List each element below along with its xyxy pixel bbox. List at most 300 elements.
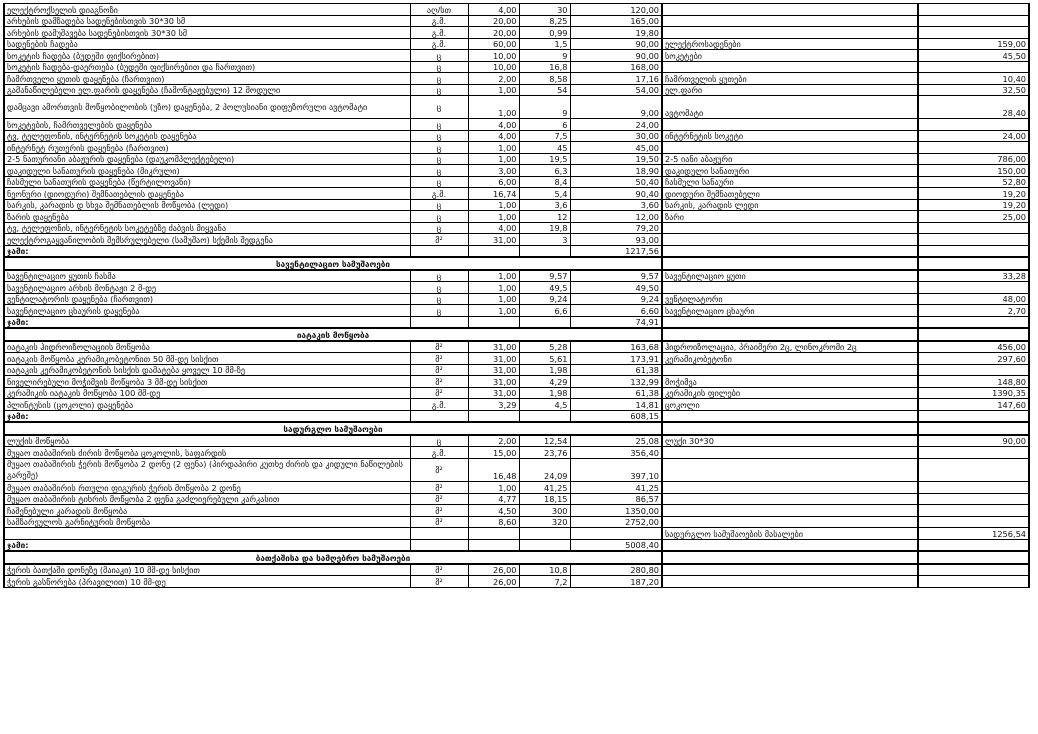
line-total-cell[interactable]: 9,57 xyxy=(570,270,662,282)
description-cell[interactable]: გამანაწილებელი ელ.ფარის დაყენება (ჩამონტაჟებული) 12 მოდული xyxy=(4,84,410,96)
section-total-value[interactable]: 1217,56 xyxy=(570,245,662,257)
unit-price-cell[interactable]: 54 xyxy=(519,84,570,96)
quantity-cell[interactable] xyxy=(468,528,519,540)
unit-cell[interactable] xyxy=(410,528,468,540)
unit-price-cell[interactable] xyxy=(519,410,570,422)
description-cell[interactable]: კერამიკის იატაკის მოწყობა 100 მმ-დე xyxy=(4,387,410,399)
unit-cell[interactable]: მ² xyxy=(410,564,468,576)
line-total-cell[interactable]: 30,00 xyxy=(570,130,662,142)
description-cell[interactable]: ჭერის ბათქაში დონეზე (მაიაკი) 10 მმ-დე სისქით xyxy=(4,564,410,576)
quantity-cell[interactable]: 60,00 xyxy=(468,38,519,50)
quantity-cell[interactable]: 4,00 xyxy=(468,119,519,131)
material-name-cell[interactable]: სარკის, კარადის ლედი xyxy=(662,199,918,211)
quantity-cell[interactable]: 3,00 xyxy=(468,165,519,177)
unit-price-cell[interactable]: 9 xyxy=(519,50,570,62)
material-name-cell[interactable] xyxy=(662,316,918,328)
material-name-cell[interactable] xyxy=(662,564,918,576)
quantity-cell[interactable]: 1,00 xyxy=(468,270,519,282)
description-cell[interactable]: მუყაო თაბაშირის ძირის მოწყობა ცოკოლის, საფარდის xyxy=(4,447,410,459)
material-price-cell[interactable]: 52,80 xyxy=(918,176,1029,188)
material-price-cell[interactable]: 2,70 xyxy=(918,305,1029,317)
unit-price-cell[interactable]: 6 xyxy=(519,119,570,131)
description-cell[interactable]: არხების დამზადება სადენებისთვის 30*30 სმ xyxy=(4,15,410,27)
quantity-cell[interactable] xyxy=(468,245,519,257)
material-price-cell[interactable]: 28,40 xyxy=(918,96,1029,119)
material-price-cell[interactable] xyxy=(918,328,1029,341)
unit-cell[interactable]: ც xyxy=(410,61,468,73)
line-total-cell[interactable] xyxy=(570,528,662,540)
material-name-cell[interactable] xyxy=(662,328,918,341)
material-price-cell[interactable]: 1256,54 xyxy=(918,528,1029,540)
description-cell[interactable]: სავენტილაციო ყუთის ჩასმა xyxy=(4,270,410,282)
unit-price-cell[interactable]: 5,28 xyxy=(519,341,570,353)
quantity-cell[interactable]: 8,60 xyxy=(468,516,519,528)
material-name-cell[interactable]: კერამიკის ფილები xyxy=(662,387,918,399)
material-price-cell[interactable]: 10,40 xyxy=(918,73,1029,85)
quantity-cell[interactable]: 10,00 xyxy=(468,50,519,62)
unit-price-cell[interactable]: 19,8 xyxy=(519,222,570,234)
material-price-cell[interactable]: 456,00 xyxy=(918,341,1029,353)
description-cell[interactable]: ჩასმული სანათურის დაყენება (წერტილოვანი) xyxy=(4,176,410,188)
total-label[interactable]: ჯამი: xyxy=(4,316,410,328)
material-price-cell[interactable]: 19,20 xyxy=(918,188,1029,200)
material-price-cell[interactable]: 148,80 xyxy=(918,376,1029,388)
material-name-cell[interactable] xyxy=(662,257,918,270)
line-total-cell[interactable]: 132,99 xyxy=(570,376,662,388)
material-price-cell[interactable] xyxy=(918,4,1029,16)
material-name-cell[interactable]: კერამიკობეტონი xyxy=(662,353,918,365)
material-price-cell[interactable] xyxy=(918,142,1029,154)
unit-cell[interactable]: მ² xyxy=(410,482,468,494)
material-price-cell[interactable]: 32,50 xyxy=(918,84,1029,96)
line-total-cell[interactable]: 79,20 xyxy=(570,222,662,234)
material-name-cell[interactable] xyxy=(662,15,918,27)
unit-cell[interactable]: ც xyxy=(410,282,468,294)
unit-cell[interactable] xyxy=(410,539,468,551)
description-cell[interactable]: ვენტილატორის დაყენება (ჩართვით) xyxy=(4,293,410,305)
unit-cell[interactable]: ც xyxy=(410,222,468,234)
unit-price-cell[interactable]: 49,5 xyxy=(519,282,570,294)
unit-cell[interactable]: მ² xyxy=(410,341,468,353)
material-price-cell[interactable] xyxy=(918,410,1029,422)
material-price-cell[interactable] xyxy=(918,551,1029,564)
material-name-cell[interactable] xyxy=(662,282,918,294)
description-cell[interactable]: მუყაო თაბაშირის ტიხრის მოწყობა 2 ფენა გაძლიერებული კარკასით xyxy=(4,493,410,505)
material-name-cell[interactable] xyxy=(662,364,918,376)
line-total-cell[interactable]: 2752,00 xyxy=(570,516,662,528)
description-cell[interactable]: ლუქის მოწყობა xyxy=(4,435,410,447)
unit-price-cell[interactable]: 8,58 xyxy=(519,73,570,85)
line-total-cell[interactable]: 14,81 xyxy=(570,399,662,411)
description-cell[interactable]: პლინტუსის (ცოკოლი) დაყენება xyxy=(4,399,410,411)
material-name-cell[interactable]: ზარი xyxy=(662,211,918,223)
material-price-cell[interactable] xyxy=(918,447,1029,459)
material-name-cell[interactable] xyxy=(662,119,918,131)
unit-price-cell[interactable]: 10,8 xyxy=(519,564,570,576)
line-total-cell[interactable]: 61,38 xyxy=(570,387,662,399)
description-cell[interactable]: იატაკის კერამიკობეტონის სისქის დამატება ყოველ 10 მმ-ზე xyxy=(4,364,410,376)
material-price-cell[interactable] xyxy=(918,505,1029,517)
line-total-cell[interactable]: 61,38 xyxy=(570,364,662,376)
description-cell[interactable]: დაკიდული სანათურის დაყენება (მიკრული) xyxy=(4,165,410,177)
line-total-cell[interactable]: 19,50 xyxy=(570,153,662,165)
material-name-cell[interactable]: ცოკოლი xyxy=(662,399,918,411)
unit-price-cell[interactable]: 1,5 xyxy=(519,38,570,50)
material-name-cell[interactable]: სადურგლო სამუშაოების მასალები xyxy=(662,528,918,540)
quantity-cell[interactable]: 4,00 xyxy=(468,4,519,16)
quantity-cell[interactable] xyxy=(468,539,519,551)
line-total-cell[interactable]: 54,00 xyxy=(570,84,662,96)
quantity-cell[interactable]: 1,00 xyxy=(468,482,519,494)
material-price-cell[interactable]: 1390,35 xyxy=(918,387,1029,399)
unit-cell[interactable]: გ.მ. xyxy=(410,447,468,459)
quantity-cell[interactable]: 31,00 xyxy=(468,353,519,365)
line-total-cell[interactable]: 45,00 xyxy=(570,142,662,154)
material-price-cell[interactable] xyxy=(918,27,1029,39)
line-total-cell[interactable]: 9,24 xyxy=(570,293,662,305)
quantity-cell[interactable]: 15,00 xyxy=(468,447,519,459)
line-total-cell[interactable]: 25,08 xyxy=(570,435,662,447)
material-price-cell[interactable]: 147,60 xyxy=(918,399,1029,411)
unit-cell[interactable]: ც xyxy=(410,211,468,223)
quantity-cell[interactable]: 1,00 xyxy=(468,96,519,119)
quantity-cell[interactable]: 1,00 xyxy=(468,153,519,165)
material-name-cell[interactable]: ჩასმული სანაური xyxy=(662,176,918,188)
material-name-cell[interactable]: ვენტილატორი xyxy=(662,293,918,305)
material-name-cell[interactable] xyxy=(662,27,918,39)
unit-cell[interactable]: ც xyxy=(410,305,468,317)
line-total-cell[interactable]: 173,91 xyxy=(570,353,662,365)
quantity-cell[interactable]: 20,00 xyxy=(468,27,519,39)
line-total-cell[interactable]: 41,25 xyxy=(570,482,662,494)
quantity-cell[interactable]: 1,00 xyxy=(468,305,519,317)
material-name-cell[interactable] xyxy=(662,551,918,564)
unit-cell[interactable] xyxy=(410,245,468,257)
material-name-cell[interactable] xyxy=(662,142,918,154)
unit-cell[interactable]: ც xyxy=(410,293,468,305)
unit-price-cell[interactable]: 16,8 xyxy=(519,61,570,73)
unit-cell[interactable]: გ.მ. xyxy=(410,15,468,27)
material-name-cell[interactable] xyxy=(662,493,918,505)
material-name-cell[interactable]: სავენტილაციო ცხაური xyxy=(662,305,918,317)
line-total-cell[interactable]: 9,00 xyxy=(570,96,662,119)
unit-price-cell[interactable]: 8,25 xyxy=(519,15,570,27)
description-cell[interactable]: სადენების ჩადება xyxy=(4,38,410,50)
quantity-cell[interactable]: 6,00 xyxy=(468,176,519,188)
material-name-cell[interactable] xyxy=(662,61,918,73)
material-price-cell[interactable]: 25,00 xyxy=(918,211,1029,223)
line-total-cell[interactable]: 90,00 xyxy=(570,50,662,62)
material-price-cell[interactable]: 159,00 xyxy=(918,38,1029,50)
unit-price-cell[interactable]: 7,5 xyxy=(519,130,570,142)
material-name-cell[interactable]: დიოდური შემნათებელი xyxy=(662,188,918,200)
unit-price-cell[interactable]: 24,09 xyxy=(519,458,570,481)
quantity-cell[interactable]: 1,00 xyxy=(468,84,519,96)
unit-price-cell[interactable]: 4,29 xyxy=(519,376,570,388)
unit-price-cell[interactable]: 12 xyxy=(519,211,570,223)
unit-cell[interactable]: ც xyxy=(410,84,468,96)
unit-price-cell[interactable] xyxy=(519,245,570,257)
description-cell[interactable]: ინტერნეტ რუთერის დაყენება (ჩართვით) xyxy=(4,142,410,154)
unit-cell[interactable]: ც xyxy=(410,130,468,142)
unit-price-cell[interactable]: 41,25 xyxy=(519,482,570,494)
line-total-cell[interactable]: 90,00 xyxy=(570,38,662,50)
material-name-cell[interactable] xyxy=(662,234,918,246)
material-price-cell[interactable] xyxy=(918,364,1029,376)
unit-cell[interactable]: მ² xyxy=(410,458,468,481)
line-total-cell[interactable]: 356,40 xyxy=(570,447,662,459)
quantity-cell[interactable]: 16,74 xyxy=(468,188,519,200)
unit-price-cell[interactable]: 45 xyxy=(519,142,570,154)
unit-cell[interactable]: მ² xyxy=(410,493,468,505)
unit-cell[interactable]: ც xyxy=(410,96,468,119)
description-cell[interactable]: ელექტროგაყვანილობის შემსრულებელი (სამუშაო) სქემის შედგენა xyxy=(4,234,410,246)
description-cell[interactable]: ჭერის გასწორება (პრავილით) 10 მმ-დე xyxy=(4,576,410,588)
unit-cell[interactable]: ც xyxy=(410,119,468,131)
quantity-cell[interactable]: 4,50 xyxy=(468,505,519,517)
material-price-cell[interactable] xyxy=(918,516,1029,528)
quantity-cell[interactable]: 31,00 xyxy=(468,341,519,353)
unit-cell[interactable]: ც xyxy=(410,435,468,447)
material-price-cell[interactable] xyxy=(918,316,1029,328)
material-name-cell[interactable]: ჩამრთველის ყუთები xyxy=(662,73,918,85)
line-total-cell[interactable]: 19,80 xyxy=(570,27,662,39)
line-total-cell[interactable]: 17,16 xyxy=(570,73,662,85)
unit-cell[interactable]: ც xyxy=(410,165,468,177)
material-price-cell[interactable] xyxy=(918,61,1029,73)
material-name-cell[interactable]: სოკეტები xyxy=(662,50,918,62)
line-total-cell[interactable]: 3,60 xyxy=(570,199,662,211)
material-name-cell[interactable]: 2-5 იანი აბაჟური xyxy=(662,153,918,165)
section-total-value[interactable]: 5008,40 xyxy=(570,539,662,551)
description-cell[interactable]: ნეონური (დიოდური) შემნათებლის დაყენება xyxy=(4,188,410,200)
unit-cell[interactable]: ც xyxy=(410,270,468,282)
description-cell[interactable]: ჩაშენებული კარადის მოწყობა xyxy=(4,505,410,517)
quantity-cell[interactable]: 4,00 xyxy=(468,130,519,142)
unit-price-cell[interactable]: 6,3 xyxy=(519,165,570,177)
quantity-cell[interactable]: 4,77 xyxy=(468,493,519,505)
material-name-cell[interactable]: დაკიდული სანათური xyxy=(662,165,918,177)
line-total-cell[interactable]: 168,00 xyxy=(570,61,662,73)
material-price-cell[interactable] xyxy=(918,234,1029,246)
material-name-cell[interactable] xyxy=(662,539,918,551)
unit-cell[interactable]: ც xyxy=(410,50,468,62)
unit-cell[interactable]: მ² xyxy=(410,353,468,365)
material-name-cell[interactable] xyxy=(662,4,918,16)
unit-cell[interactable] xyxy=(410,316,468,328)
unit-price-cell[interactable]: 1,98 xyxy=(519,387,570,399)
material-name-cell[interactable] xyxy=(662,410,918,422)
material-name-cell[interactable]: ელ.ფარი xyxy=(662,84,918,96)
quantity-cell[interactable] xyxy=(468,316,519,328)
unit-cell[interactable]: ც xyxy=(410,142,468,154)
line-total-cell[interactable]: 1350,00 xyxy=(570,505,662,517)
quantity-cell[interactable]: 1,00 xyxy=(468,211,519,223)
description-cell[interactable]: არხების დამუშავება სადენებისთვის 30*30 სმ xyxy=(4,27,410,39)
line-total-cell[interactable]: 397,10 xyxy=(570,458,662,481)
description-cell[interactable]: ტვ, ტელეფონის, ინტერნეტის სოკეტის დაყენება xyxy=(4,130,410,142)
quantity-cell[interactable]: 16,48 xyxy=(468,458,519,481)
unit-price-cell[interactable]: 320 xyxy=(519,516,570,528)
description-cell[interactable] xyxy=(4,528,410,540)
description-cell[interactable]: დამცავი ამორთვის მოწყობილობის (უზო) დაყენება, 2 პოლუსიანი დიფუზორული ავტომატი xyxy=(4,96,410,119)
material-price-cell[interactable]: 150,00 xyxy=(918,165,1029,177)
line-total-cell[interactable]: 163,68 xyxy=(570,341,662,353)
material-price-cell[interactable]: 24,00 xyxy=(918,130,1029,142)
description-cell[interactable]: სარკის, კარადის დ სხვა შემნათებლის მოწყობა (ლედი) xyxy=(4,199,410,211)
description-cell[interactable]: მუყაო თაბაშირის ჭერის მოწყობა 2 დონე (2 ფენა) (პირდაპირი კუთხე ძირის და კიდული ნაწილების გარეშე) xyxy=(4,458,410,481)
material-price-cell[interactable] xyxy=(918,539,1029,551)
unit-price-cell[interactable]: 9,57 xyxy=(519,270,570,282)
description-cell[interactable]: სავენტილაციო ცხაურის დაყენება xyxy=(4,305,410,317)
material-name-cell[interactable]: სავენტილაციო ყუთი xyxy=(662,270,918,282)
unit-price-cell[interactable] xyxy=(519,316,570,328)
material-name-cell[interactable] xyxy=(662,222,918,234)
unit-price-cell[interactable]: 1,98 xyxy=(519,364,570,376)
quantity-cell[interactable]: 3,29 xyxy=(468,399,519,411)
material-name-cell[interactable]: ლუქი 30*30 xyxy=(662,435,918,447)
material-name-cell[interactable] xyxy=(662,447,918,459)
description-cell[interactable]: 2-5 ნათურიანი აბაჟურის დაყენება (დაუკომპლექტებელი) xyxy=(4,153,410,165)
description-cell[interactable]: ნიველირებული მოჭიმვის მოწყობა 3 მმ-დე სისქით xyxy=(4,376,410,388)
material-name-cell[interactable]: ავტომატი xyxy=(662,96,918,119)
unit-cell[interactable]: მ² xyxy=(410,364,468,376)
material-name-cell[interactable]: ინტერნეტის სოკეტი xyxy=(662,130,918,142)
line-total-cell[interactable]: 280,80 xyxy=(570,564,662,576)
description-cell[interactable]: იატაკის ჰიდროიზოლაციის მოწყობა xyxy=(4,341,410,353)
description-cell[interactable]: ელექტროქსელის დიაგნოზი xyxy=(4,4,410,16)
material-price-cell[interactable] xyxy=(918,257,1029,270)
material-price-cell[interactable]: 45,50 xyxy=(918,50,1029,62)
material-price-cell[interactable] xyxy=(918,493,1029,505)
unit-price-cell[interactable]: 7,2 xyxy=(519,576,570,588)
line-total-cell[interactable]: 18,90 xyxy=(570,165,662,177)
section-total-value[interactable]: 608,15 xyxy=(570,410,662,422)
unit-cell[interactable]: მ² xyxy=(410,516,468,528)
line-total-cell[interactable]: 187,20 xyxy=(570,576,662,588)
line-total-cell[interactable]: 50,40 xyxy=(570,176,662,188)
quantity-cell[interactable]: 26,00 xyxy=(468,576,519,588)
unit-cell[interactable]: გ.მ. xyxy=(410,38,468,50)
section-total-value[interactable]: 74,91 xyxy=(570,316,662,328)
unit-price-cell[interactable]: 30 xyxy=(519,4,570,16)
unit-price-cell[interactable]: 19,5 xyxy=(519,153,570,165)
description-cell[interactable]: სამზარეულოს გარნიტურის მოწყობა xyxy=(4,516,410,528)
unit-cell[interactable]: ც xyxy=(410,176,468,188)
line-total-cell[interactable]: 165,00 xyxy=(570,15,662,27)
unit-cell[interactable] xyxy=(410,410,468,422)
unit-price-cell[interactable]: 0,99 xyxy=(519,27,570,39)
quantity-cell[interactable] xyxy=(468,410,519,422)
line-total-cell[interactable]: 24,00 xyxy=(570,119,662,131)
material-name-cell[interactable]: მოჭიმვა xyxy=(662,376,918,388)
unit-cell[interactable]: ც xyxy=(410,73,468,85)
material-price-cell[interactable] xyxy=(918,576,1029,588)
description-cell[interactable]: სავენტილაციო არხის მონტაჟი 2 მ-დე xyxy=(4,282,410,294)
material-price-cell[interactable]: 19,20 xyxy=(918,199,1029,211)
line-total-cell[interactable]: 90,40 xyxy=(570,188,662,200)
unit-price-cell[interactable]: 3 xyxy=(519,234,570,246)
material-name-cell[interactable] xyxy=(662,576,918,588)
line-total-cell[interactable]: 93,00 xyxy=(570,234,662,246)
quantity-cell[interactable]: 1,00 xyxy=(468,142,519,154)
description-cell[interactable]: მუყაო თაბაშირის რთული ფიგურის ჭერის მოწყობა 2 დონე xyxy=(4,482,410,494)
material-name-cell[interactable] xyxy=(662,516,918,528)
unit-price-cell[interactable]: 300 xyxy=(519,505,570,517)
material-price-cell[interactable] xyxy=(918,222,1029,234)
material-price-cell[interactable] xyxy=(918,245,1029,257)
material-price-cell[interactable] xyxy=(918,458,1029,481)
unit-price-cell[interactable]: 8,4 xyxy=(519,176,570,188)
quantity-cell[interactable]: 2,00 xyxy=(468,435,519,447)
unit-cell[interactable]: მ² xyxy=(410,387,468,399)
description-cell[interactable]: სოკეტის ჩადება (ბუდეში ფიქსირებით) xyxy=(4,50,410,62)
quantity-cell[interactable]: 1,00 xyxy=(468,282,519,294)
material-name-cell[interactable] xyxy=(662,505,918,517)
unit-price-cell[interactable]: 18,15 xyxy=(519,493,570,505)
unit-price-cell[interactable]: 5,61 xyxy=(519,353,570,365)
material-price-cell[interactable]: 297,60 xyxy=(918,353,1029,365)
material-price-cell[interactable]: 786,00 xyxy=(918,153,1029,165)
material-name-cell[interactable] xyxy=(662,482,918,494)
material-name-cell[interactable]: ელექტროსადენები xyxy=(662,38,918,50)
quantity-cell[interactable]: 10,00 xyxy=(468,61,519,73)
line-total-cell[interactable]: 86,57 xyxy=(570,493,662,505)
quantity-cell[interactable]: 2,00 xyxy=(468,73,519,85)
unit-price-cell[interactable] xyxy=(519,539,570,551)
description-cell[interactable]: ჩამრთველი ყუთის დაყენება (ჩართვით) xyxy=(4,73,410,85)
total-label[interactable]: ჯამი: xyxy=(4,539,410,551)
quantity-cell[interactable]: 4,00 xyxy=(468,222,519,234)
unit-cell[interactable]: მ² xyxy=(410,505,468,517)
line-total-cell[interactable]: 120,00 xyxy=(570,4,662,16)
quantity-cell[interactable]: 20,00 xyxy=(468,15,519,27)
description-cell[interactable]: სოკეტების, ჩამრთველების დაყენება xyxy=(4,119,410,131)
unit-cell[interactable]: მ² xyxy=(410,234,468,246)
quantity-cell[interactable]: 1,00 xyxy=(468,293,519,305)
unit-price-cell[interactable]: 4,5 xyxy=(519,399,570,411)
unit-cell[interactable]: გ.მ. xyxy=(410,399,468,411)
unit-cell[interactable]: აღ/სთ xyxy=(410,4,468,16)
unit-cell[interactable]: გ.მ. xyxy=(410,188,468,200)
total-label[interactable]: ჯამი: xyxy=(4,410,410,422)
material-name-cell[interactable] xyxy=(662,422,918,435)
unit-cell[interactable]: ც xyxy=(410,153,468,165)
unit-cell[interactable]: ც xyxy=(410,199,468,211)
line-total-cell[interactable]: 49,50 xyxy=(570,282,662,294)
material-name-cell[interactable] xyxy=(662,245,918,257)
unit-price-cell[interactable]: 12,54 xyxy=(519,435,570,447)
material-price-cell[interactable]: 33,28 xyxy=(918,270,1029,282)
quantity-cell[interactable]: 31,00 xyxy=(468,364,519,376)
description-cell[interactable]: იატაკის მოწყობა კერამიკობეტონით 50 მმ-დე სისქით xyxy=(4,353,410,365)
unit-price-cell[interactable]: 6,6 xyxy=(519,305,570,317)
unit-price-cell[interactable]: 9 xyxy=(519,96,570,119)
quantity-cell[interactable]: 26,00 xyxy=(468,564,519,576)
unit-cell[interactable]: მ² xyxy=(410,376,468,388)
material-name-cell[interactable] xyxy=(662,458,918,481)
material-price-cell[interactable] xyxy=(918,119,1029,131)
line-total-cell[interactable]: 12,00 xyxy=(570,211,662,223)
unit-cell[interactable]: მ² xyxy=(410,576,468,588)
unit-price-cell[interactable]: 5,4 xyxy=(519,188,570,200)
material-price-cell[interactable] xyxy=(918,15,1029,27)
material-price-cell[interactable] xyxy=(918,482,1029,494)
material-price-cell[interactable] xyxy=(918,422,1029,435)
material-name-cell[interactable]: ჰიდროიზოლაცია, პრაიმერი 2ც, ლინოკრომი 2ც xyxy=(662,341,918,353)
material-price-cell[interactable] xyxy=(918,564,1029,576)
material-price-cell[interactable]: 90,00 xyxy=(918,435,1029,447)
